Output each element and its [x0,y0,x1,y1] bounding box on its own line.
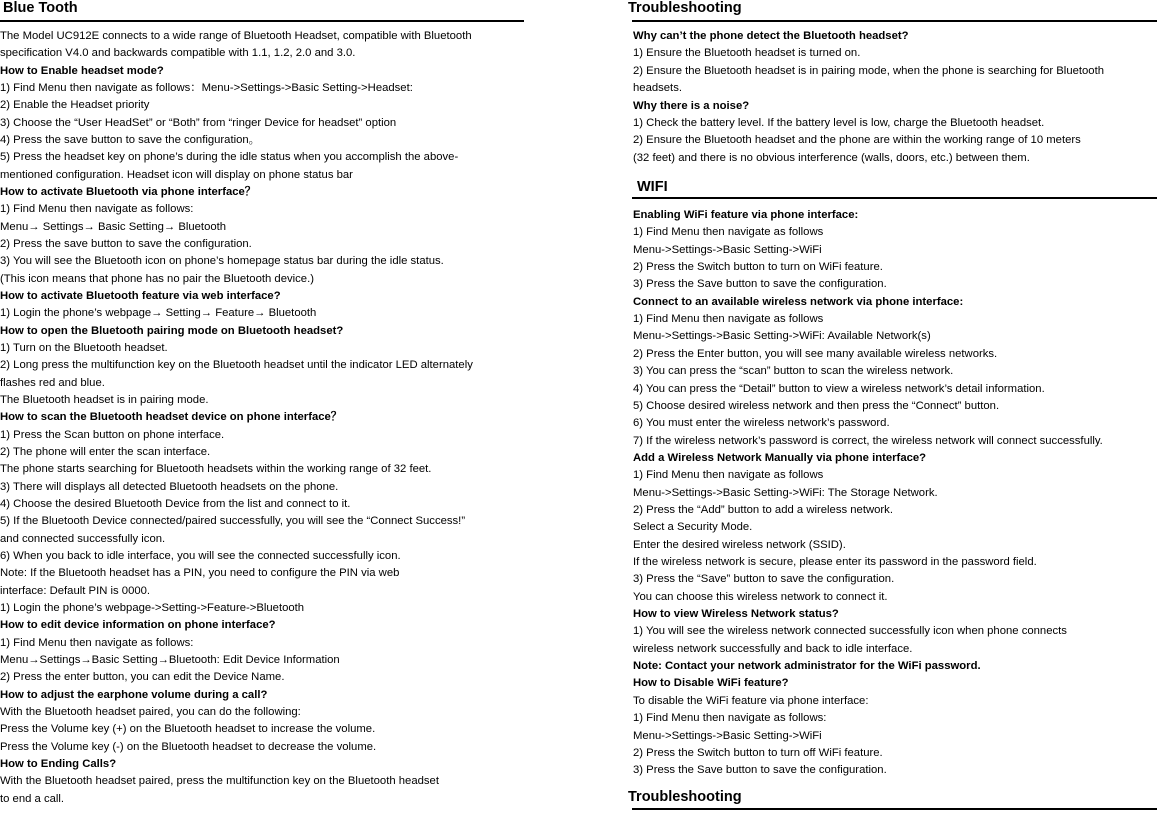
troubleshooting-text-line: 2) Ensure the Bluetooth headset is in pairing mode, when the phone is searching for Bluetooth [633,64,1105,77]
bluetooth-text-line: How to open the Bluetooth pairing mode on Bluetooth headset? [0,324,344,337]
bluetooth-text-line: 2) Enable the Headset priority [0,99,150,112]
bluetooth-text-line: Press the Volume key (-) on the Bluetooth headset to decrease the volume. [0,740,377,753]
wifi-text-line: 1) Find Menu then navigate as follows [633,313,824,326]
wifi-text-line: You can choose this wireless network to connect it. [633,590,888,603]
wifi-text-line: 5) Choose desired wireless network and then press the “Connect” button. [633,399,1000,412]
bluetooth-text-line: 1) Find Menu then navigate as follows: [0,203,194,216]
wifi-text-line: If the wireless network is secure, please enter its password in the password field. [633,556,1037,568]
wifi-text-line: 1) You will see the wireless network connected successfully icon when phone connects [633,625,1067,638]
bluetooth-text-line: Press the Volume key (+) on the Bluetooth headset to increase the volume. [0,723,376,736]
troubleshooting-text-line: 1) Ensure the Bluetooth headset is turned on. [633,47,861,60]
bluetooth-text-line: 1) Find Menu then navigate as follows: [0,636,194,649]
wifi-text-line: Menu->Settings->Basic Setting->WiFi: Available Network(s) [633,330,931,343]
bluetooth-text-line: With the Bluetooth headset paired, you can do the following: [0,705,301,718]
wifi-text-line: How to Disable WiFi feature? [633,677,789,690]
wifi-text-line: 1) Find Menu then navigate as follows [633,469,824,482]
bluetooth-text-line: mentioned configuration. Headset icon will display on phone status bar [0,168,353,181]
bluetooth-text-line: 1) Login the phone’s webpage->Setting->Feature->Bluetooth [0,601,305,614]
bluetooth-text-line: 1) Turn on the Bluetooth headset. [0,341,168,354]
bluetooth-text-line: How to Enable headset mode? [0,64,164,77]
wifi-text-line: How to view Wireless Network status? [633,608,839,621]
bluetooth-text-line: 5) Press the headset key on phone’s during the idle status when you accomplish the above- [0,151,459,164]
troubleshooting-bottom-rule [632,808,1157,810]
bluetooth-text-line: Menu→Settings→Basic Setting→Bluetooth: Edit Device Information [0,653,340,666]
bluetooth-heading-rule [0,20,524,22]
bluetooth-text-line: The Model UC912E connects to a wide range of Bluetooth Headset, compatible with Bluetooth [0,30,472,42]
troubleshooting-text-line: 1) Check the battery level. If the battery level is low, charge the Bluetooth headset. [633,117,1045,129]
wifi-text-line: 1) Find Menu then navigate as follows: [633,712,827,725]
wifi-text-line: Menu->Settings->Basic Setting->WiFi [633,729,822,742]
bluetooth-text-line: How to activate Bluetooth via phone interface？ [0,185,257,198]
wifi-text-line: 3) Press the “Save” button to save the configuration. [633,573,895,586]
bluetooth-text-line: Note: If the Bluetooth headset has a PIN, you need to configure the PIN via web [0,567,400,580]
wifi-text-line: Enter the desired wireless network (SSID). [633,538,846,551]
troubleshooting-bottom-heading: Troubleshooting [628,789,742,805]
bluetooth-text-line: With the Bluetooth headset paired, press the multifunction key on the Bluetooth headset [0,775,439,788]
troubleshooting-text-line: Why there is a noise? [633,99,750,112]
troubleshooting-text-line: (32 feet) and there is no obvious interference (walls, doors, etc.) between them. [633,151,1030,164]
bluetooth-text-line: Menu→ Settings→ Basic Setting→ Bluetooth [0,220,227,233]
bluetooth-text-line: 2) Long press the multifunction key on the Bluetooth headset until the indicator LED alternately [0,359,473,372]
wifi-text-line: 3) Press the Save button to save the configuration. [633,764,887,777]
bluetooth-heading: Blue Tooth [3,0,78,16]
wifi-text-line: 2) Press the Switch button to turn off WiFi feature. [633,746,883,759]
wifi-text-line: Menu->Settings->Basic Setting->WiFi: The Storage Network. [633,486,938,499]
wifi-text-line: Add a Wireless Network Manually via phone interface? [633,451,927,464]
bluetooth-text-line: 1) Find Menu then navigate as follows：Menu->Settings->Basic Setting->Headset: [0,81,413,94]
wifi-text-line: 6) You must enter the wireless network’s password. [633,417,890,430]
bluetooth-text-line: 4) Press the save button to save the configuration。 [0,133,260,146]
bluetooth-text-line: How to edit device information on phone interface? [0,619,276,632]
bluetooth-text-line: 2) Press the save button to save the configuration. [0,237,252,250]
bluetooth-text-line: The phone starts searching for Bluetooth headsets within the working range of 32 feet. [0,463,432,476]
bluetooth-text-line: 1) Login the phone’s webpage→ Setting→ Feature→ Bluetooth [0,307,317,320]
wifi-text-line: wireless network successfully and back to idle interface. [633,642,913,655]
wifi-text-line: 4) You can press the “Detail” button to view a wireless network’s detail information. [633,382,1045,395]
bluetooth-text-line: specification V4.0 and backwards compatible with 1.1, 1.2, 2.0 and 3.0. [0,47,356,60]
troubleshooting-text-line: headsets. [633,82,682,95]
bluetooth-text-line: How to scan the Bluetooth headset device on phone interface？ [0,411,343,424]
wifi-text-line: 3) You can press the “scan” button to scan the wireless network. [633,365,954,378]
bluetooth-text-line: 3) Choose the “User HeadSet” or “Both” from “ringer Device for headset” option [0,116,397,129]
bluetooth-text-line: How to activate Bluetooth feature via web interface? [0,289,281,302]
bluetooth-text-line: flashes red and blue. [0,376,105,389]
bluetooth-text-line: interface: Default PIN is 0000. [0,584,151,597]
bluetooth-text-line: 2) Press the enter button, you can edit the Device Name. [0,671,285,684]
troubleshooting-heading: Troubleshooting [628,0,742,16]
bluetooth-text-line: 1) Press the Scan button on phone interface. [0,428,225,441]
wifi-text-line: To disable the WiFi feature via phone interface: [633,694,869,707]
wifi-text-line: 2) Press the Switch button to turn on WiFi feature. [633,261,883,274]
wifi-text-line: Connect to an available wireless network via phone interface: [633,295,964,308]
bluetooth-text-line: 6) When you back to idle interface, you will see the connected successfully icon. [0,549,401,562]
bluetooth-text-line: How to Ending Calls? [0,757,117,770]
bluetooth-text-line: 3) You will see the Bluetooth icon on phone’s homepage status bar during the idle status. [0,255,444,268]
wifi-text-line: 1) Find Menu then navigate as follows [633,226,824,239]
bluetooth-text-line: to end a call. [0,792,65,805]
bluetooth-text-line: 4) Choose the desired Bluetooth Device from the list and connect to it. [0,497,351,510]
troubleshooting-text-line: 2) Ensure the Bluetooth headset and the phone are within the working range of 10 meters [633,134,1081,147]
bluetooth-text-line: (This icon means that phone has no pair the Bluetooth device.) [0,272,314,285]
troubleshooting-text-line: Why can’t the phone detect the Bluetooth headset? [633,30,909,42]
wifi-text-line: 3) Press the Save button to save the configuration. [633,278,887,291]
wifi-heading: WIFI [637,179,668,195]
bluetooth-text-line: How to adjust the earphone volume during a call? [0,688,268,701]
wifi-text-line: 2) Press the Enter button, you will see many available wireless networks. [633,347,998,360]
bluetooth-text-line: 5) If the Bluetooth Device connected/paired successfully, you will see the “Connect Success!” [0,515,466,528]
troubleshooting-heading-rule [632,20,1157,22]
wifi-heading-rule [632,197,1157,199]
wifi-text-line: Menu->Settings->Basic Setting->WiFi [633,243,822,256]
wifi-text-line: 7) If the wireless network’s password is correct, the wireless network will connect successfully. [633,434,1103,447]
wifi-text-line: 2) Press the “Add” button to add a wireless network. [633,503,893,516]
wifi-text-line: Select a Security Mode. [633,521,753,534]
wifi-text-line: Note: Contact your network administrator for the WiFi password. [633,660,981,673]
bluetooth-text-line: and connected successfully icon. [0,532,166,545]
wifi-text-line: Enabling WiFi feature via phone interface: [633,209,859,221]
bluetooth-text-line: The Bluetooth headset is in pairing mode. [0,393,209,406]
bluetooth-text-line: 2) The phone will enter the scan interface. [0,445,211,458]
bluetooth-text-line: 3) There will displays all detected Bluetooth headsets on the phone. [0,480,339,493]
